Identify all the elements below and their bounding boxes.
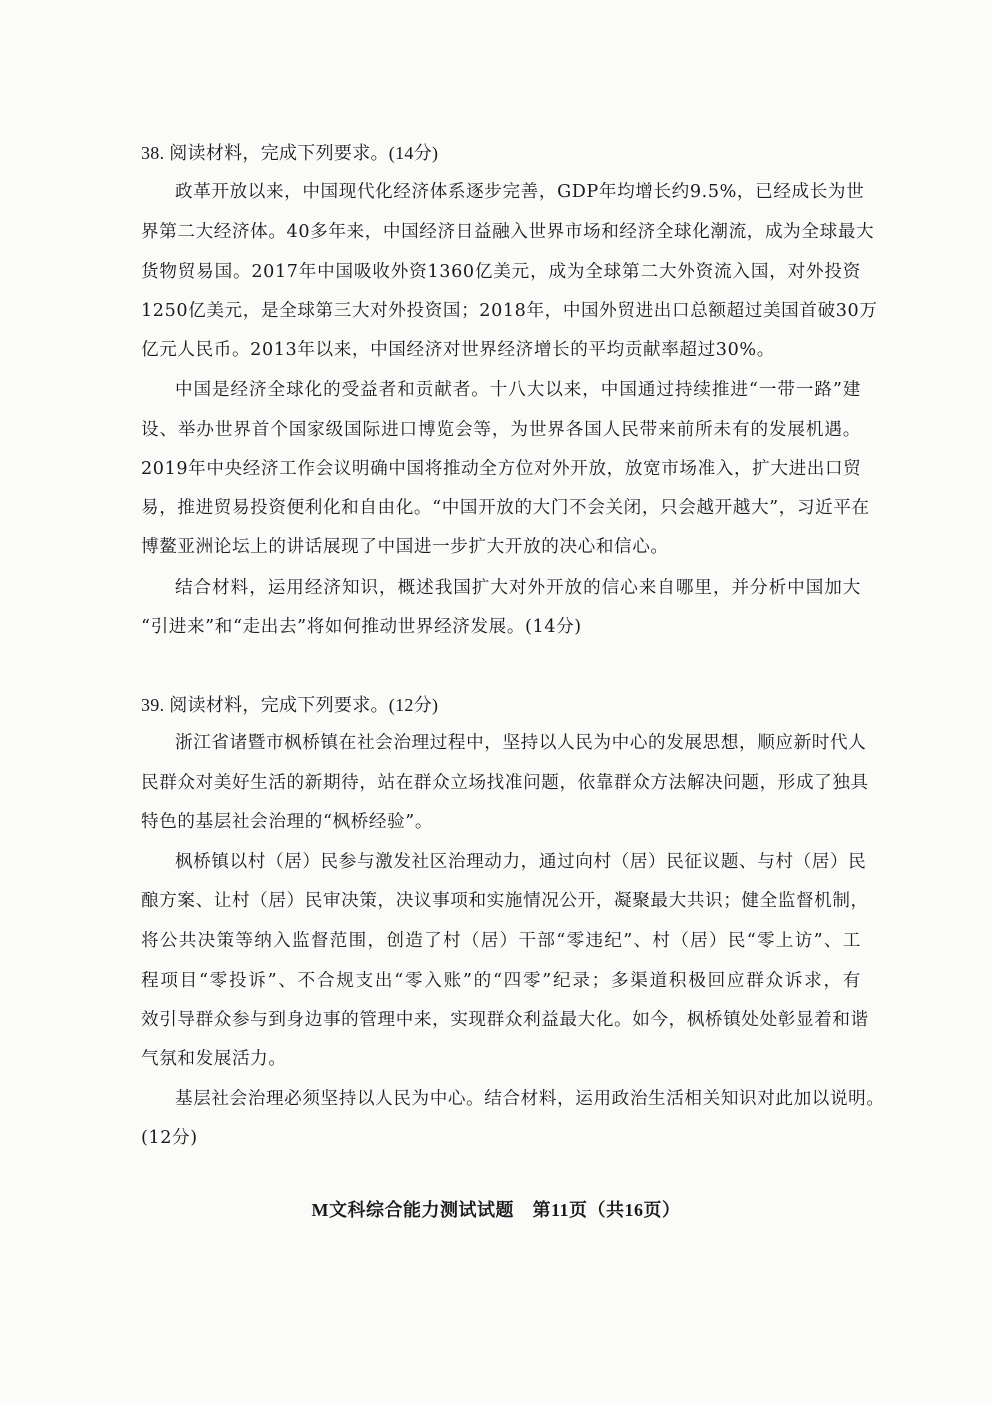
- paragraph-line: 博鳌亚洲论坛上的讲话展现了中国进一步扩大开放的决心和信心。: [141, 537, 669, 557]
- question-prompt: “引进来”和“走出去”将如何推动世界经济发展。(14分): [141, 617, 582, 637]
- paragraph-line: 政革开放以来，中国现代化经济体系逐步完善，GDP年均增长约9.5%，已经成长为世: [175, 182, 865, 202]
- paragraph-line: 气氛和发展活力。: [141, 1049, 287, 1069]
- paragraph-line: 易，推进贸易投资便利化和自由化。“中国开放的大门不会关闭，只会越开越大”，习近平在: [141, 498, 870, 518]
- page-footer: M文科综合能力测试试题 第11页（共16页）: [311, 1200, 681, 1220]
- paragraph-line: 程项目“零投诉”、不合规支出“零入账”的“四零”纪录；多渠道积极回应群众诉求，有: [141, 971, 861, 991]
- paragraph-line: 1250亿美元，是全球第三大对外投资国；2018年，中国外贸进出口总额超过美国首破30万: [141, 301, 878, 321]
- question-prompt: 结合材料，运用经济知识，概述我国扩大对外开放的信心来自哪里，并分析中国加大: [175, 578, 861, 598]
- question-prompt: 基层社会治理必须坚持以人民为中心。结合材料，运用政治生活相关知识对此加以说明。: [175, 1089, 885, 1109]
- paragraph-line: 枫桥镇以村（居）民参与激发社区治理动力，通过向村（居）民征议题、与村（居）民: [175, 852, 867, 872]
- paragraph-line: 特色的基层社会治理的“枫桥经验”。: [141, 812, 434, 832]
- paragraph-line: 设、举办世界首个国家级国际进口博览会等，为世界各国人民带来前所未有的发展机遇。: [141, 420, 861, 440]
- paragraph-line: 酿方案、让村（居）民审决策，决议事项和实施情况公开，凝聚最大共识；健全监督机制，: [141, 891, 869, 911]
- paragraph-line: 将公共决策等纳入监督范围，创造了村（居）干部“零违纪”、村（居）民“零上访”、工: [141, 931, 861, 951]
- paragraph-line: 浙江省诸暨市枫桥镇在社会治理过程中，坚持以人民为中心的发展思想，顺应新时代人: [175, 733, 867, 753]
- paragraph-line: 效引导群众参与到身边事的管理中来，实现群众利益最大化。如今，枫桥镇处处彰显着和谐: [141, 1010, 869, 1030]
- paragraph-line: 中国是经济全球化的受益者和贡献者。十八大以来，中国通过持续推进“一带一路”建: [175, 380, 861, 400]
- paragraph-line: 民群众对美好生活的新期待，站在群众立场找准问题，依靠群众方法解决问题，形成了独具: [141, 773, 869, 793]
- paragraph-line: 2019年中央经济工作会议明确中国将推动全方位对外开放，放宽市场准入，扩大进出口贸: [141, 459, 862, 479]
- paragraph-line: 界第二大经济体。40多年来，中国经济日益融入世界市场和经济全球化潮流，成为全球最大: [141, 222, 875, 242]
- question-39-heading: 39. 阅读材料，完成下列要求。(12分): [141, 695, 439, 715]
- question-38-heading: 38. 阅读材料，完成下列要求。(14分): [141, 143, 439, 163]
- paragraph-line: 亿元人民币。2013年以来，中国经济对世界经济增长的平均贡献率超过30%。: [141, 340, 775, 360]
- question-prompt: (12分): [141, 1128, 198, 1148]
- paragraph-line: 货物贸易国。2017年中国吸收外资1360亿美元，成为全球第二大外资流入国，对外投资: [141, 262, 861, 282]
